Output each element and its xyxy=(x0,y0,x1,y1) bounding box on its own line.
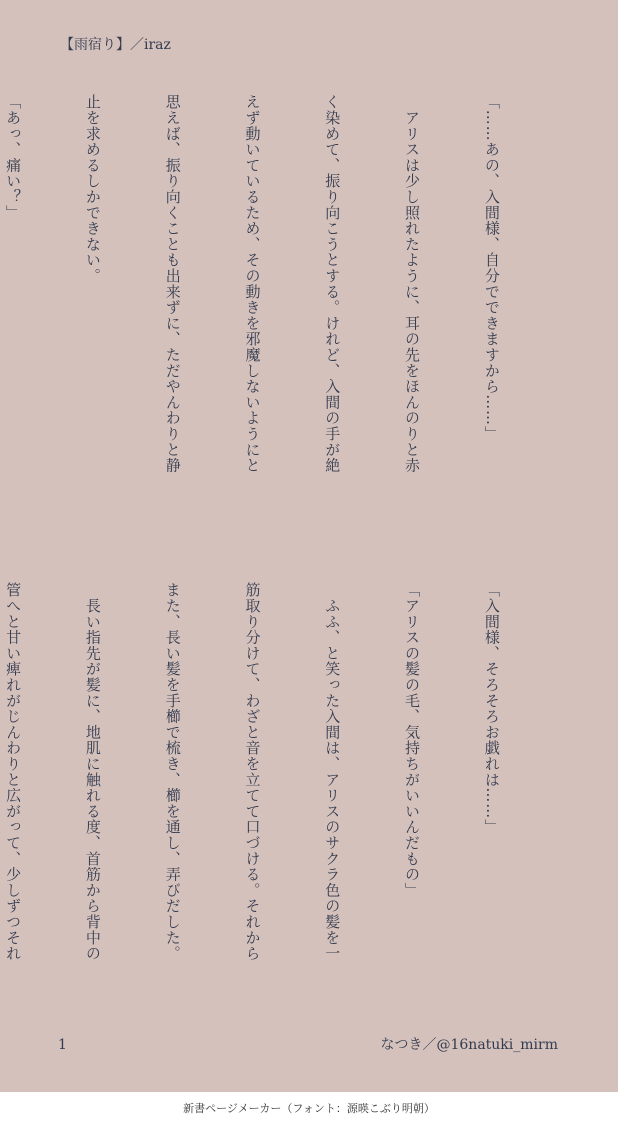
text-line: 「入間様、そろそろお戯れは……」 xyxy=(482,582,501,835)
text-line: ふふ、と笑った入間は、アリスのサクラ色の髪を一 xyxy=(323,582,342,962)
text-line: 「アリスの髪の毛、気持ちがいいんだもの」 xyxy=(403,582,422,898)
text-line: また、長い髪を手櫛で梳き、櫛を通し、弄びだした。 xyxy=(163,582,182,962)
generator-note: 新書ページメーカー（フォント：源暎こぶり明朝） xyxy=(183,1102,435,1115)
text-line: 止を求めるしかできない。 xyxy=(83,94,102,284)
text-line: 管へと甘い痺れがじんわりと広がって、少しずつそれ xyxy=(4,582,23,962)
page-title: 【雨宿り】／iraz xyxy=(60,37,171,53)
text-line: 思えば、振り向くことも出来ずに、ただやんわりと静 xyxy=(163,94,182,474)
text-line: 「あっ、痛い？」 xyxy=(4,94,23,221)
text-block-lower xyxy=(0,582,558,1022)
text-line: アリスは少し照れたように、耳の先をほんのりと赤 xyxy=(403,94,422,474)
text-line: 「……あの、入間様、自分でできますから……」 xyxy=(482,94,501,442)
text-line: く染めて、振り向こうとする。けれど、入間の手が絶 xyxy=(323,94,342,474)
author-credit: なつき／@16natuki_mirm xyxy=(380,1037,558,1053)
text-line: 筋取り分けて、わざと音を立てて口づける。それから xyxy=(243,582,262,962)
text-block-upper xyxy=(0,94,558,534)
text-line: えず動いているため、その動きを邪魔しないようにと xyxy=(243,94,262,474)
page-number: 1 xyxy=(58,1037,67,1053)
text-line: 長い指先が髪に、地肌に触れる度、首筋から背中の xyxy=(83,582,102,962)
